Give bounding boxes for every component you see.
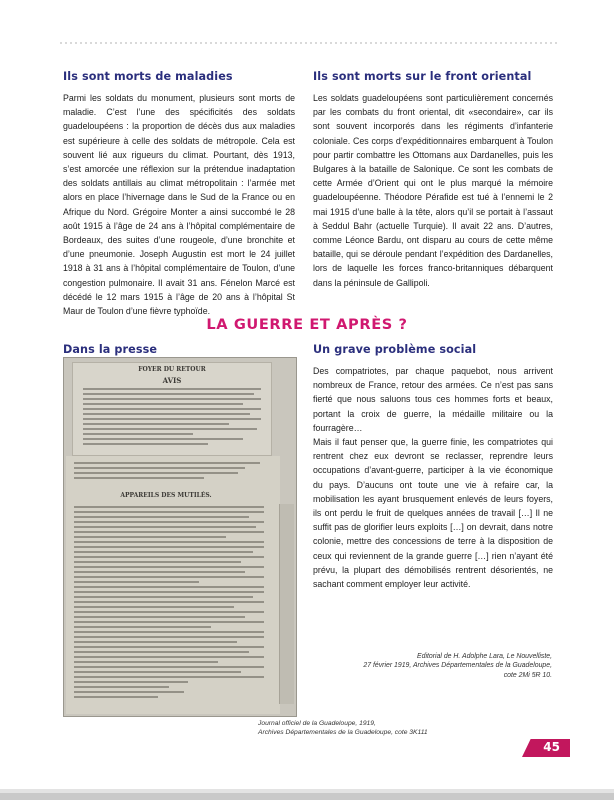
- scan-margin-tab: [279, 504, 294, 704]
- scan-title-foyer: FOYER DU RETOUR: [138, 366, 206, 373]
- scan-paper-bottom: [66, 456, 280, 714]
- diseases-text: Parmi les soldats du monument, plusieurs sont morts de maladie. C’est l’une des spécificités des soldats guadeloupéens : la proportion de décès dus aux maladies est supérieure à celle des soldats de métropole. Cela est souvent lié aux rigueurs du climat. Pourtant, dès 1913, s’est amorcée une réflexion sur la prétendue inadaptation des soldats antillais au climat métropolitain : l’armée met alors en place l’hivernage dans le Sud de la France ou en Afrique du Nord. Grégoire Monter a ainsi succombé le 28 août 1915 à l’âge de 24 ans à l’hôpital complémentaire de Bordeaux, des suites d’une rougeole, d’une bronchite et d’une pneumonie. Joseph Augustin est mort le 24 juillet 1918 à 31 ans à l’hôpital complémentaire de Toulon, d’une congestion pulmonaire. Il avait 31 ans. Fénelon Marcé est décédé le 12 mars 1915 à l’âge de 20 ans à l’hôpital St Maur de Toulon d’une fièvre typhoïde.: [63, 93, 295, 317]
- eastern-front-heading: Ils sont morts sur le front oriental: [313, 70, 532, 83]
- section-title: LA GUERRE ET APRÈS ?: [206, 316, 408, 333]
- bottom-stripe: [0, 793, 614, 800]
- scan-paper-top: [72, 362, 272, 456]
- press-caption: [258, 720, 428, 738]
- diseases-heading: Ils sont morts de maladies: [63, 70, 233, 83]
- social-text: Des compatriotes, par chaque paquebot, nous arrivent nombreux de France, retour des armées. Ce n’est pas sans fierté que nous saluons tous ces hommes forts et beaux, portant la croix de guerre, la médaille militaire ou la fourragère… Mais il faut penser que, la guerre finie, les compatriotes qui rentrent chez eux devront se reclasser, reprendre leurs occupations d’avant-guerre, participer à la vie économique du pays. D’aucuns ont toute une vie à refaire car, la mobilisation les ayant brusquement enlevés de leurs foyers, ils ont perdu le fruit de quelques années de travail […] Il ne suffit pas de glorifier leurs exploits […] on devrait, dans notre colonie, mettre des concessions de terre à la disposition de ceux qui reviennent de la grande guerre […] rien n’ayant été prévu, la plupart des démobilisés rentrent désorientés, ne sachant comment employer leur activité.: [313, 366, 553, 590]
- social-section: [313, 343, 553, 591]
- page-number: 45: [543, 740, 560, 754]
- eastern-front-section: [313, 70, 553, 290]
- social-heading: Un grave problème social: [313, 343, 477, 356]
- scan-title-avis: AVIS: [162, 376, 182, 385]
- newspaper-scan-image: [63, 357, 297, 717]
- editorial-caption: [363, 652, 552, 680]
- press-heading: Dans la presse: [63, 343, 158, 356]
- scan-title-mutiles: APPAREILS DES MUTILÉS.: [120, 492, 212, 499]
- press-caption-text: Journal officiel de la Guadeloupe, 1919, Archives Départementales de la Guadeloupe, cote 3K111: [258, 720, 428, 736]
- diseases-section: [63, 70, 295, 318]
- top-dotted-rule: [60, 42, 560, 44]
- eastern-front-text: Les soldats guadeloupéens sont particulièrement concernés par les combats du front oriental, dit «secondaire», car ils sont souvent incorporés dans les régiments d’infanterie coloniale. Ces corps d’expéditionnaires embarquent à Toulon pour partir combattre les Ottomans aux Dardanelles, puis les Bulgares à la bataille de Salonique. Ce sont les combats de cette Armée d’Orient qui ont le plus marqué la mémoire guadeloupéenne. Théodore Pérafide est tué à l’ennemi le 2 mai 1915 d’une balle à la tête, alors qu’il se portait à l’assaut à Seddul Bahr (actuelle Turquie). Il avait 22 ans. D’autres, comme Léonce Bardu, ont disparu au cours de cette même bataille, qui se déroule pendant l’expédition des Dardanelles, lors de laquelle les forces franco-britanniques débarquent dans la péninsule de Gallipoli.: [313, 93, 553, 288]
- editorial-caption-text: Editorial de H. Adolphe Lara, Le Nouvelliste, 27 février 1919, Archives Départementales de la Guadeloupe, cote 2Mi 5R 10.: [363, 653, 552, 679]
